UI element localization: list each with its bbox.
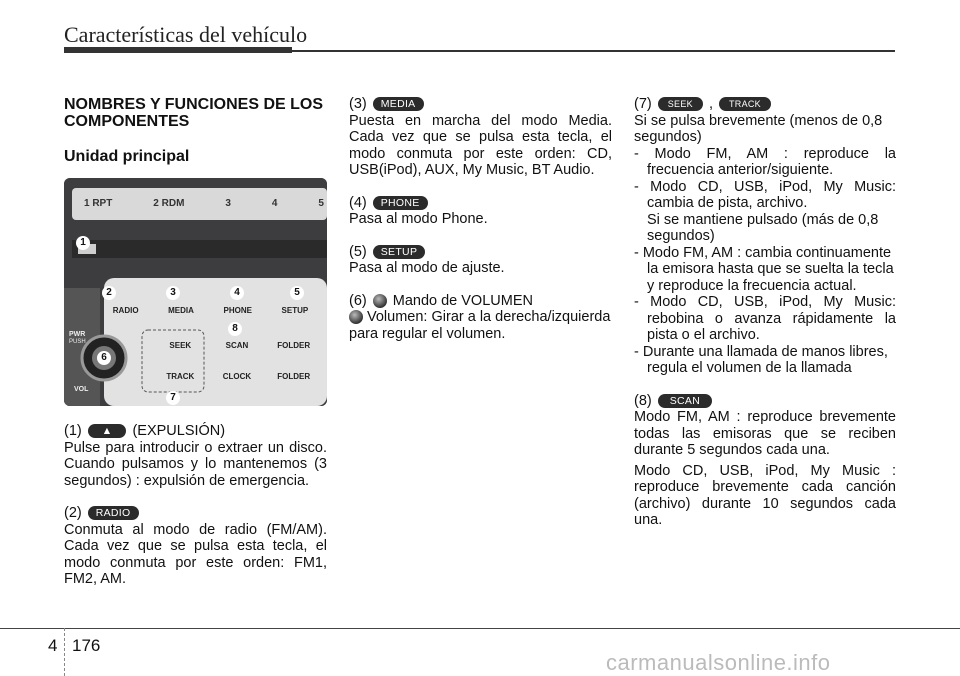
- item-5-heading: [349, 244, 612, 261]
- media-button-graphic: MEDIA: [373, 97, 424, 111]
- preset-row: [84, 198, 324, 209]
- bullet-item: - Durante una llamada de manos libres, regula el volumen de la llamada: [634, 343, 888, 376]
- item-number: (3): [349, 96, 367, 112]
- push-label: PUSH: [69, 339, 86, 345]
- callout-8: 8: [228, 322, 242, 336]
- bullet-item: - Modo FM, AM : cambia continuamente la emisora hasta que se suelta la tecla y reproduce la frecuencia actual.: [634, 244, 894, 294]
- page-header-title: Características del vehículo: [64, 22, 308, 47]
- clock-key: CLOCK: [222, 372, 252, 381]
- preset-button: 1 RPT: [84, 198, 113, 209]
- scan-button-graphic: SCAN: [658, 394, 712, 408]
- track-button-graphic: TRACK: [719, 97, 771, 111]
- item-number: (5): [349, 243, 367, 260]
- callout-4: 4: [230, 286, 244, 300]
- item-3-heading: [349, 96, 612, 113]
- column-1: [64, 96, 327, 165]
- chapter-number: 4: [48, 636, 58, 655]
- bullet-item: - Modo CD, USB, iPod, My Music: cambia de pista, archivo.: [634, 178, 896, 211]
- item-number: (1): [64, 423, 82, 439]
- item-4-text: Pasa al modo Phone.: [349, 211, 488, 227]
- column-1-items: [64, 423, 327, 588]
- subsection-heading: Unidad principal: [64, 148, 190, 165]
- pwr-label: PWR: [69, 331, 86, 338]
- footer-rule: [0, 628, 960, 629]
- seek-key: SEEK: [169, 341, 192, 350]
- folder-key: FOLDER: [277, 341, 311, 350]
- separator: ,: [708, 96, 713, 112]
- bullet-item: - Modo CD, USB, iPod, My Music: rebobina o avanza rápidamente la pista o el archivo.: [634, 294, 896, 343]
- folder-key: FOLDER: [277, 372, 311, 381]
- item-7-text: Si se pulsa brevemente (menos de 0,8 segundos): [634, 112, 883, 145]
- item-6-text-body: Volumen: Girar a la derecha/izquierda para regular el volumen.: [349, 309, 611, 342]
- item-3-text: Puesta en marcha del modo Media. Cada vez que se pulsa esta tecla, el modo conmuta por este orden: CD, USB(iPod), AUX, My Music, BT Audio.: [349, 112, 612, 178]
- callout-6: 6: [97, 351, 111, 365]
- item-1-heading: [64, 423, 327, 440]
- mode-button-row: [98, 306, 323, 315]
- item-number: (2): [64, 505, 82, 521]
- page-number: 176: [72, 636, 101, 655]
- preset-button: 4: [271, 198, 278, 209]
- scan-key: SCAN: [225, 341, 249, 350]
- preset-button: 3: [225, 198, 231, 209]
- callout-7: 7: [166, 391, 180, 405]
- item-8-heading: [634, 393, 896, 410]
- preset-button: 5: [318, 198, 324, 209]
- watermark: carmanualsonline.info: [606, 650, 831, 675]
- callout-1: 1: [76, 236, 90, 250]
- item-6-text: [349, 309, 612, 342]
- item-title: (EXPULSIÓN): [132, 423, 226, 439]
- setup-key: SETUP: [281, 306, 309, 315]
- seek-button-graphic: SEEK: [658, 97, 703, 111]
- item-title: Mando de VOLUMEN: [392, 292, 533, 309]
- callout-2: 2: [102, 286, 116, 300]
- phone-button-graphic: PHONE: [373, 196, 428, 210]
- radio-button-graphic: RADIO: [88, 506, 139, 520]
- vol-label: VOL: [74, 386, 89, 393]
- radio-key: RADIO: [112, 306, 139, 315]
- item-6-heading: [349, 293, 612, 310]
- eject-icon: ▲: [101, 425, 113, 438]
- item-4-heading: [349, 195, 612, 212]
- lower-button-grid: [152, 341, 322, 381]
- item-1-text: Pulse para introducir o extraer un disco. Cuando pulsamos y lo mantenemos (3 segundos) : expulsión de emergencia.: [64, 439, 327, 489]
- eject-button-graphic: [88, 424, 127, 438]
- phone-key: PHONE: [223, 306, 252, 315]
- bullet-note: Si se mantiene pulsado (más de 0,8 segundos): [647, 211, 879, 244]
- column-3: [634, 96, 896, 529]
- volume-knob-icon: [373, 294, 387, 308]
- preset-button: 2 RDM: [153, 198, 185, 209]
- item-number: (6): [349, 292, 367, 309]
- header-rule: [64, 50, 895, 52]
- item-7-heading: [634, 96, 896, 113]
- callout-5: 5: [290, 286, 304, 300]
- item-2-heading: [64, 505, 327, 522]
- item-8-text: Modo FM, AM : reproduce brevemente todas las emisoras que se reciben durante 5 segundos cada una.: [634, 409, 896, 458]
- bullet-item: - Modo FM, AM : reproduce la frecuencia anterior/siguiente.: [634, 145, 896, 178]
- item-number: (4): [349, 194, 367, 211]
- item-8-text: Modo CD, USB, iPod, My Music : reproduce brevemente cada canción (archivo) durante 10 segundos cada una.: [634, 462, 896, 528]
- column-2: [349, 96, 612, 342]
- setup-button-graphic: SETUP: [373, 245, 426, 259]
- media-key: MEDIA: [168, 306, 194, 315]
- item-5-text: Pasa al modo de ajuste.: [349, 260, 505, 276]
- item-number: (7): [634, 96, 652, 112]
- track-key: TRACK: [166, 372, 195, 381]
- section-heading: NOMBRES Y FUNCIONES DE LOS COMPONENTES: [64, 96, 323, 130]
- item-number: (8): [634, 392, 652, 409]
- volume-knob-icon: [349, 310, 363, 324]
- head-unit-illustration: [64, 178, 327, 406]
- item-2-text: Conmuta al modo de radio (FM/AM). Cada vez que se pulsa esta tecla, el modo conmuta por este orden: FM1, FM2, AM.: [64, 521, 327, 587]
- footer-divider: [64, 628, 66, 676]
- callout-3: 3: [166, 286, 180, 300]
